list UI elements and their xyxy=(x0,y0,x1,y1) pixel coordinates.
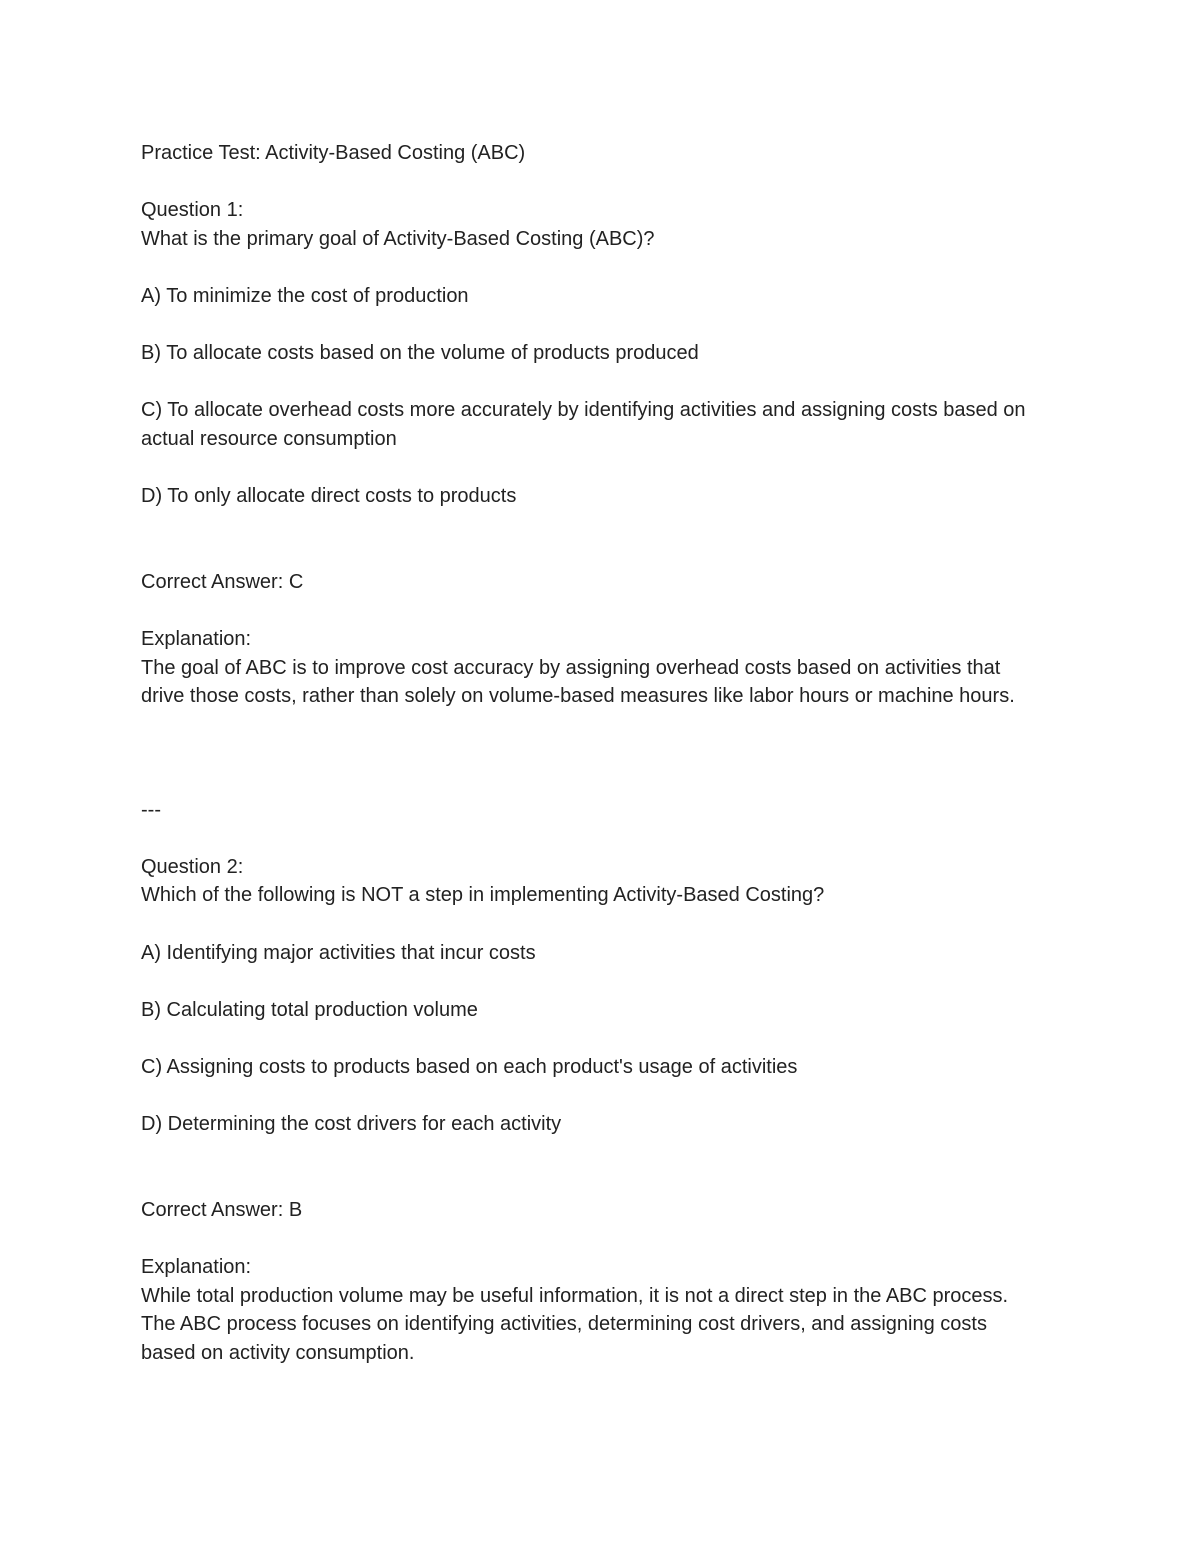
spacer xyxy=(141,824,1041,853)
question-2-option-d: D) Determining the cost drivers for each activity xyxy=(141,1113,562,1136)
question-2-option-c: C) Assigning costs to products based on each product's usage of activities xyxy=(141,1056,798,1079)
question-2-correct-answer: Correct Answer: B xyxy=(141,1198,303,1221)
document-page xyxy=(141,139,1041,1367)
spacer xyxy=(141,311,1041,340)
spacer xyxy=(141,454,1041,483)
question-1-explanation-label: Explanation: xyxy=(141,627,252,650)
question-1-option-a: A) To minimize the cost of production xyxy=(141,284,469,307)
question-2-heading: Question 2: xyxy=(141,855,244,878)
spacer xyxy=(141,168,1041,197)
question-2-option-b: B) Calculating total production volume xyxy=(141,998,478,1021)
question-1-correct-answer: Correct Answer: C xyxy=(141,570,304,593)
section-separator: --- xyxy=(141,798,161,821)
document-title: Practice Test: Activity-Based Costing (ABC) xyxy=(141,142,526,164)
question-2-prompt: Which of the following is NOT a step in implementing Activity-Based Costing? xyxy=(141,884,825,907)
question-1-explanation: The goal of ABC is to improve cost accuracy by assigning overhead costs based on activities that drive those costs, rather than solely on volume-based measures like labor hours or machine hours. xyxy=(141,656,1015,708)
question-1-option-c: C) To allocate overhead costs more accurately by identifying activities and assigning costs based on actual resource consumption xyxy=(141,399,1026,450)
spacer xyxy=(141,511,1041,568)
question-1-prompt: What is the primary goal of Activity-Based Costing (ABC)? xyxy=(141,227,655,250)
spacer xyxy=(141,1139,1041,1196)
spacer xyxy=(141,967,1041,996)
spacer xyxy=(141,253,1041,282)
spacer xyxy=(141,1224,1041,1253)
spacer xyxy=(141,1024,1041,1053)
spacer xyxy=(141,1082,1041,1111)
question-1-option-d: D) To only allocate direct costs to products xyxy=(141,485,517,508)
spacer xyxy=(141,910,1041,939)
question-1-option-b: B) To allocate costs based on the volume of products produced xyxy=(141,342,699,365)
spacer xyxy=(141,368,1041,397)
question-2-explanation: While total production volume may be useful information, it is not a direct step in the ABC process. The ABC process focuses on identifying activities, determining cost drivers, and assigning costs based on activity consumption. xyxy=(141,1284,1009,1364)
question-1-heading: Question 1: xyxy=(141,199,244,222)
spacer xyxy=(141,711,1041,796)
question-2-explanation-label: Explanation: xyxy=(141,1256,252,1278)
spacer xyxy=(141,596,1041,625)
question-2-option-a: A) Identifying major activities that incur costs xyxy=(141,941,536,964)
